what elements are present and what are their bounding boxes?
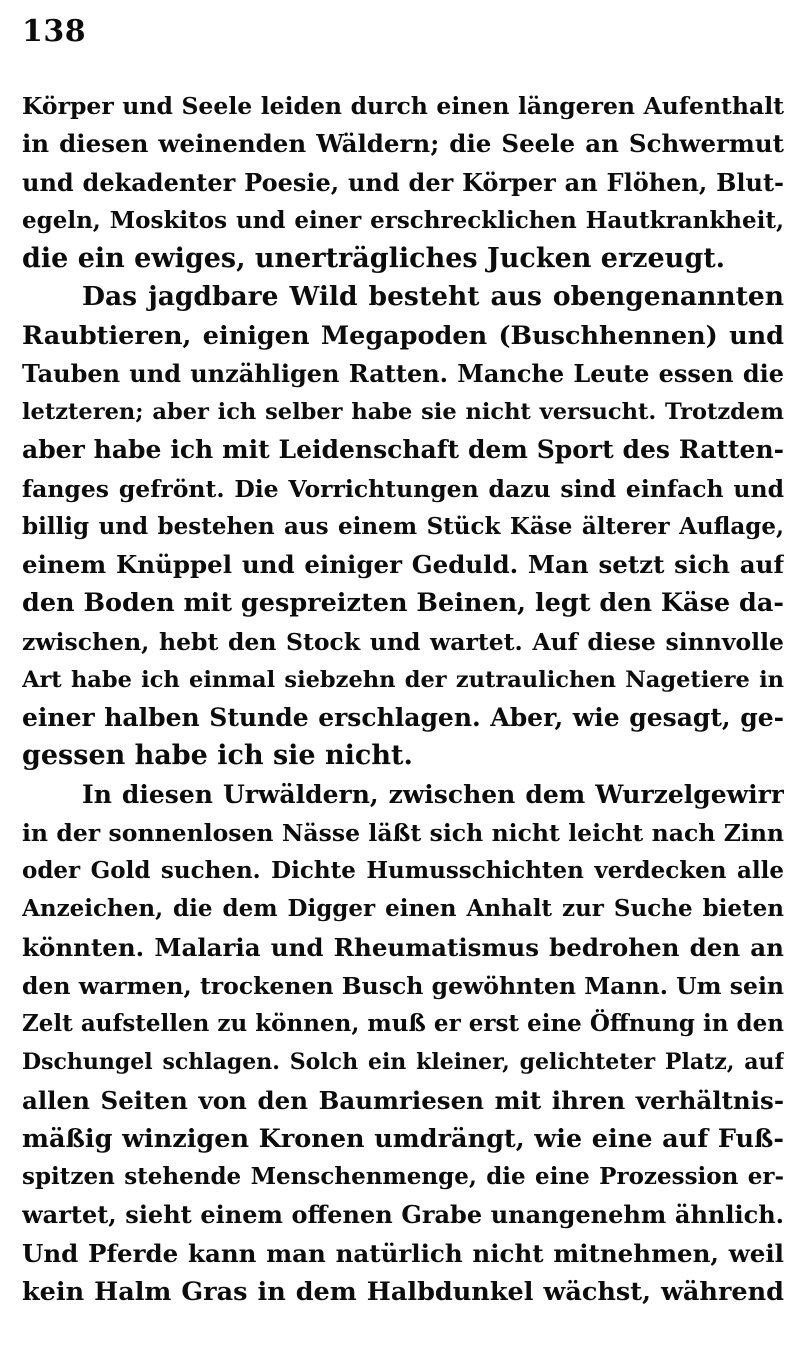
text-line: egeln, Moskitos und einer erschrecklichen Hautkrankheit, xyxy=(22,206,784,234)
text-line: den Boden mit gespreizten Beinen, legt den Käse da- xyxy=(22,588,784,619)
text-line: und dekadenter Poesie, und der Körper an Flöhen, Blut- xyxy=(22,167,784,197)
page-number: 138 xyxy=(22,14,87,49)
text-line: Zelt aufstellen zu können, muß er erst eine Öffnung in den xyxy=(22,1010,784,1037)
text-line: letzteren; aber ich selber habe sie nicht versucht. Trotzdem xyxy=(22,399,784,425)
text-line: Dschungel schlagen. Solch ein kleiner, gelichteter Platz, auf xyxy=(22,1049,784,1076)
text-line: in der sonnenlosen Nässe läßt sich nicht leicht nach Zinn xyxy=(22,818,784,847)
text-line: kein Halm Gras in dem Halbdunkel wächst, während xyxy=(22,1276,784,1307)
text-line: Raubtieren, einigen Megapoden (Buschhennen) und xyxy=(22,320,784,351)
text-line: einer halben Stunde erschlagen. Aber, wie gesagt, ge- xyxy=(22,703,784,732)
text-line: fanges gefrönt. Die Vorrichtungen dazu sind einfach und xyxy=(22,474,784,503)
text-line: gessen habe ich sie nicht. xyxy=(22,740,413,772)
text-line: Das jagdbare Wild besteht aus obengenannten xyxy=(82,281,784,313)
text-line: oder Gold suchen. Dichte Humusschichten verdecken alle xyxy=(22,857,784,884)
text-line: billig und bestehen aus einem Stück Käse älterer Auflage, xyxy=(22,512,784,540)
text-line: den warmen, trockenen Busch gewöhnten Mann. Um sein xyxy=(22,971,784,1000)
text-line: die ein ewiges, unerträgliches Jucken erzeugt. xyxy=(22,243,726,274)
text-line: zwischen, hebt den Stock und wartet. Auf diese sinnvolle xyxy=(22,627,784,656)
text-line: in diesen weinenden Wäldern; die Seele an Schwermut xyxy=(22,129,784,159)
text-line: Art habe ich einmal siebzehn der zutraulichen Nagetiere in xyxy=(22,666,784,693)
text-line: einem Knüppel und einiger Geduld. Man setzt sich auf xyxy=(22,550,784,579)
text-line: spitzen stehende Menschenmenge, die eine Prozession er- xyxy=(22,1163,784,1190)
text-line: aber habe ich mit Leidenschaft dem Sport des Ratten- xyxy=(22,435,784,465)
text-line: könnten. Malaria und Rheumatismus bedrohen den an xyxy=(22,932,784,962)
text-line: In diesen Urwäldern, zwischen dem Wurzelgewirr xyxy=(82,779,784,809)
text-line: Und Pferde kann man natürlich nicht mitnehmen, weil xyxy=(22,1238,784,1268)
text-line: mäßig winzigen Kronen umdrängt, wie eine auf Fuß- xyxy=(22,1123,784,1154)
body-text xyxy=(22,87,784,1311)
text-line: Anzeichen, die dem Digger einen Anhalt zur Suche bieten xyxy=(22,895,784,923)
text-line: wartet, sieht einem offenen Grabe unangenehm ähnlich. xyxy=(22,1200,784,1230)
text-line: Tauben und unzähligen Ratten. Manche Leute essen die xyxy=(22,358,784,388)
text-line: Körper und Seele leiden durch einen längeren Aufenthalt xyxy=(22,92,784,120)
text-line: allen Seiten von den Baumriesen mit ihren verhältnis- xyxy=(22,1085,784,1115)
